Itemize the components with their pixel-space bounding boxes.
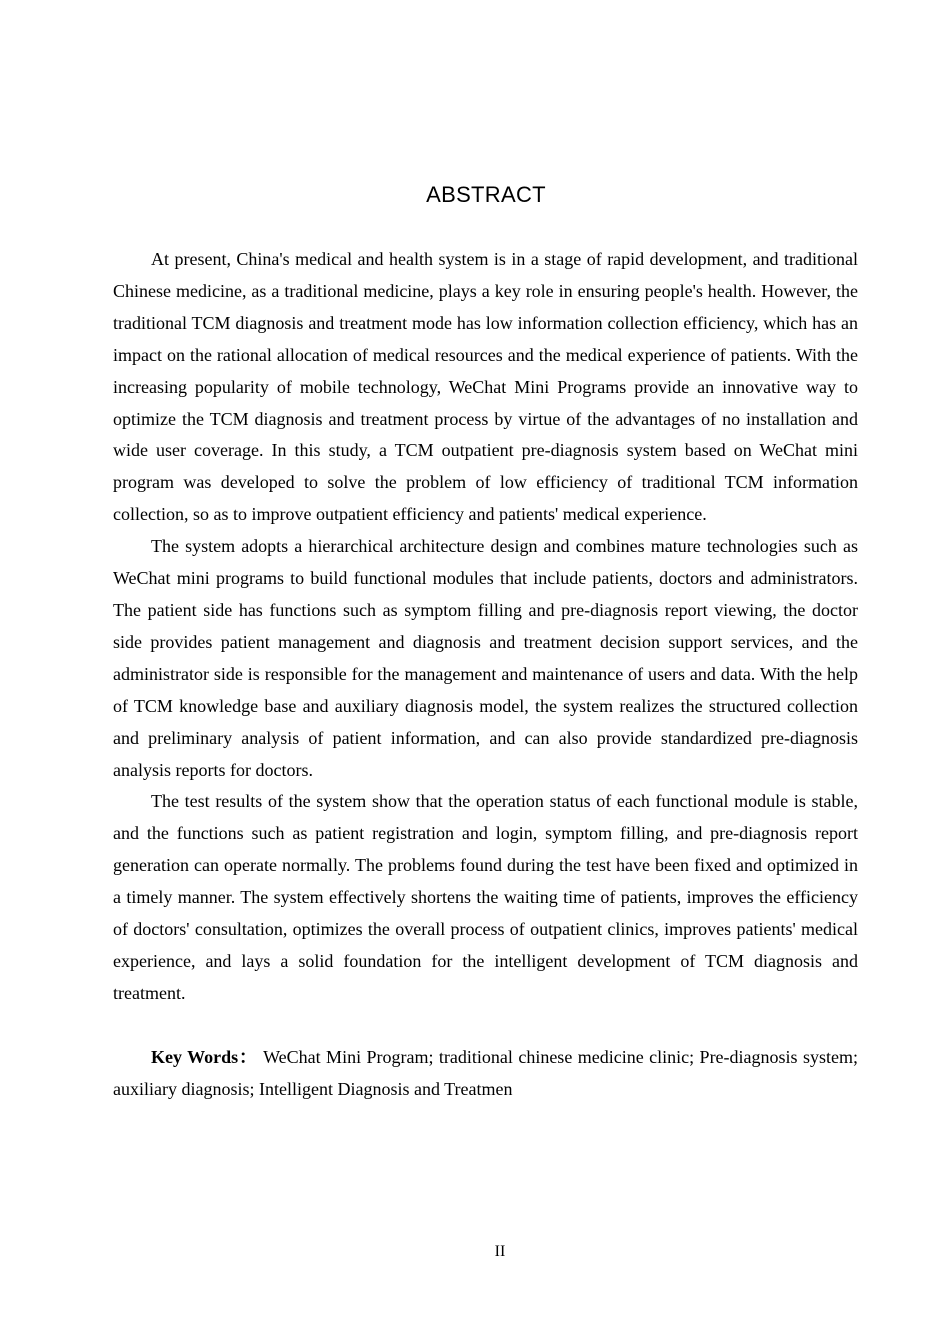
abstract-paragraph-1: At present, China's medical and health system is in a stage of rapid development, and traditional Chinese medicine, as a traditional medicine, plays a key role in ensuring people's health. However, the traditional TCM diagnosis and treatment mode has low information collection efficiency, which has an impact on the rational allocation of medical resources and the medical experience of patients. With the increasing popularity of mobile technology, WeChat Mini Programs provide an innovative way to optimize the TCM diagnosis and treatment process by virtue of the advantages of no installation and wide user coverage. In this study, a TCM outpatient pre-diagnosis system based on WeChat mini program was developed to solve the problem of low efficiency of traditional TCM information collection, so as to improve outpatient efficiency and patients' medical experience. — [113, 249, 858, 525]
abstract-title: ABSTRACT — [426, 182, 546, 207]
keywords-paragraph — [113, 1042, 858, 1106]
abstract-paragraph-3: The test results of the system show that the operation status of each functional module is stable, and the functions such as patient registration and login, symptom filling, and pre-diagnosis report generation can operate normally. The problems found during the test have been fixed and optimized in a timely manner. The system effectively shortens the waiting time of patients, improves the efficiency of doctors' consultation, optimizes the overall process of outpatient clinics, improves patients' medical experience, and lays a solid foundation for the intelligent development of TCM diagnosis and treatment. — [113, 791, 858, 1003]
abstract-body — [113, 244, 858, 1106]
abstract-paragraph-2: The system adopts a hierarchical architecture design and combines mature technologies such as WeChat mini programs to build functional modules that include patients, doctors and administrators. The patient side has functions such as symptom filling and pre-diagnosis report viewing, the doctor side provides patient management and diagnosis and treatment decision support services, and the administrator side is responsible for the management and maintenance of users and data. With the help of TCM knowledge base and auxiliary diagnosis model, the system realizes the structured collection and preliminary analysis of patient information, and can also provide standardized pre-diagnosis analysis reports for doctors. — [113, 536, 858, 780]
page-number: II — [494, 1243, 506, 1260]
keywords-text: WeChat Mini Program; traditional chinese medicine clinic; Pre-diagnosis system; auxiliary diagnosis; Intelligent Diagnosis and Treatmen — [113, 1046, 858, 1099]
keywords-label: Key Words： — [151, 1046, 258, 1067]
